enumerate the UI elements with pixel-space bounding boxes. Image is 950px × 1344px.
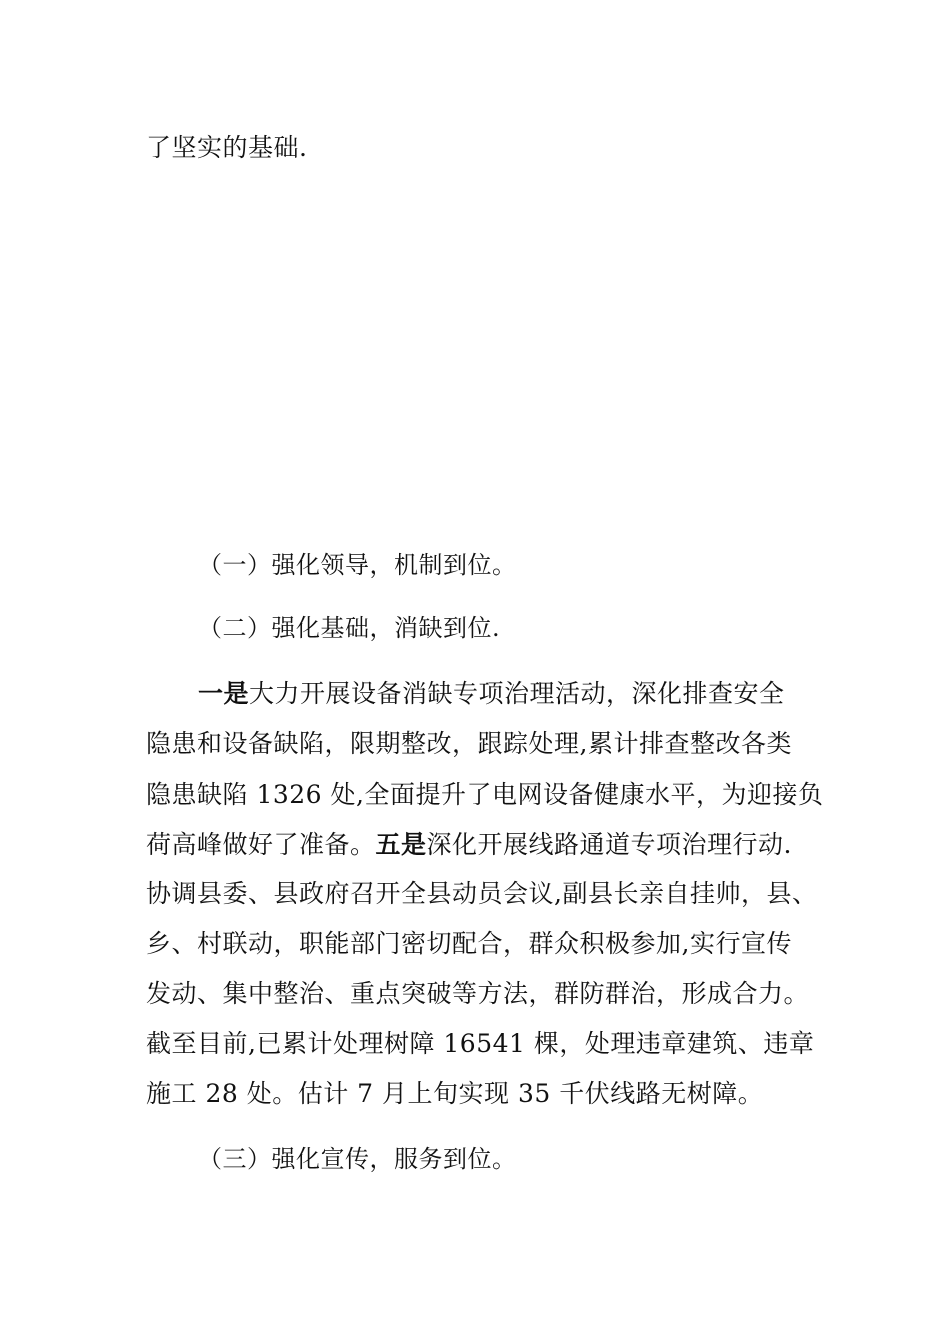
body-line: 施工 28 处。估计 7 月上旬实现 35 千伏线路无树障。	[146, 1079, 764, 1108]
body-line: 发动、集中整治、重点突破等方法，群防群治，形成合力。	[146, 979, 810, 1008]
body-line	[198, 677, 785, 711]
body-line: 截至目前,已累计处理树障 16541 棵，处理违章建筑、违章	[146, 1029, 815, 1058]
body-text: 深化开展线路通道专项治理行动.	[426, 830, 792, 859]
body-line: 协调县委、县政府召开全县动员会议,副县长亲自挂帅，县、	[146, 879, 818, 908]
body-line	[146, 828, 792, 862]
body-line: 隐患和设备缺陷，限期整改，跟踪处理,累计排查整改各类	[146, 729, 792, 758]
emphasis-lead: 五是	[375, 830, 427, 859]
section-heading-1: （一）强化领导，机制到位。	[198, 551, 517, 579]
section-heading-2: （二）强化基础，消缺到位.	[198, 614, 501, 642]
section-heading-3: （三）强化宣传，服务到位。	[198, 1145, 517, 1173]
body-line: 隐患缺陷 1326 处,全面提升了电网设备健康水平，为迎接负	[146, 780, 824, 809]
paragraph-tail: 了坚实的基础.	[146, 133, 308, 162]
body-text: 荷高峰做好了准备。	[146, 830, 376, 859]
body-line: 乡、村联动，职能部门密切配合，群众积极参加,实行宣传	[146, 929, 792, 958]
body-text: 大力开展设备消缺专项治理活动，深化排查安全	[249, 679, 785, 708]
emphasis-lead: 一是	[198, 679, 250, 708]
